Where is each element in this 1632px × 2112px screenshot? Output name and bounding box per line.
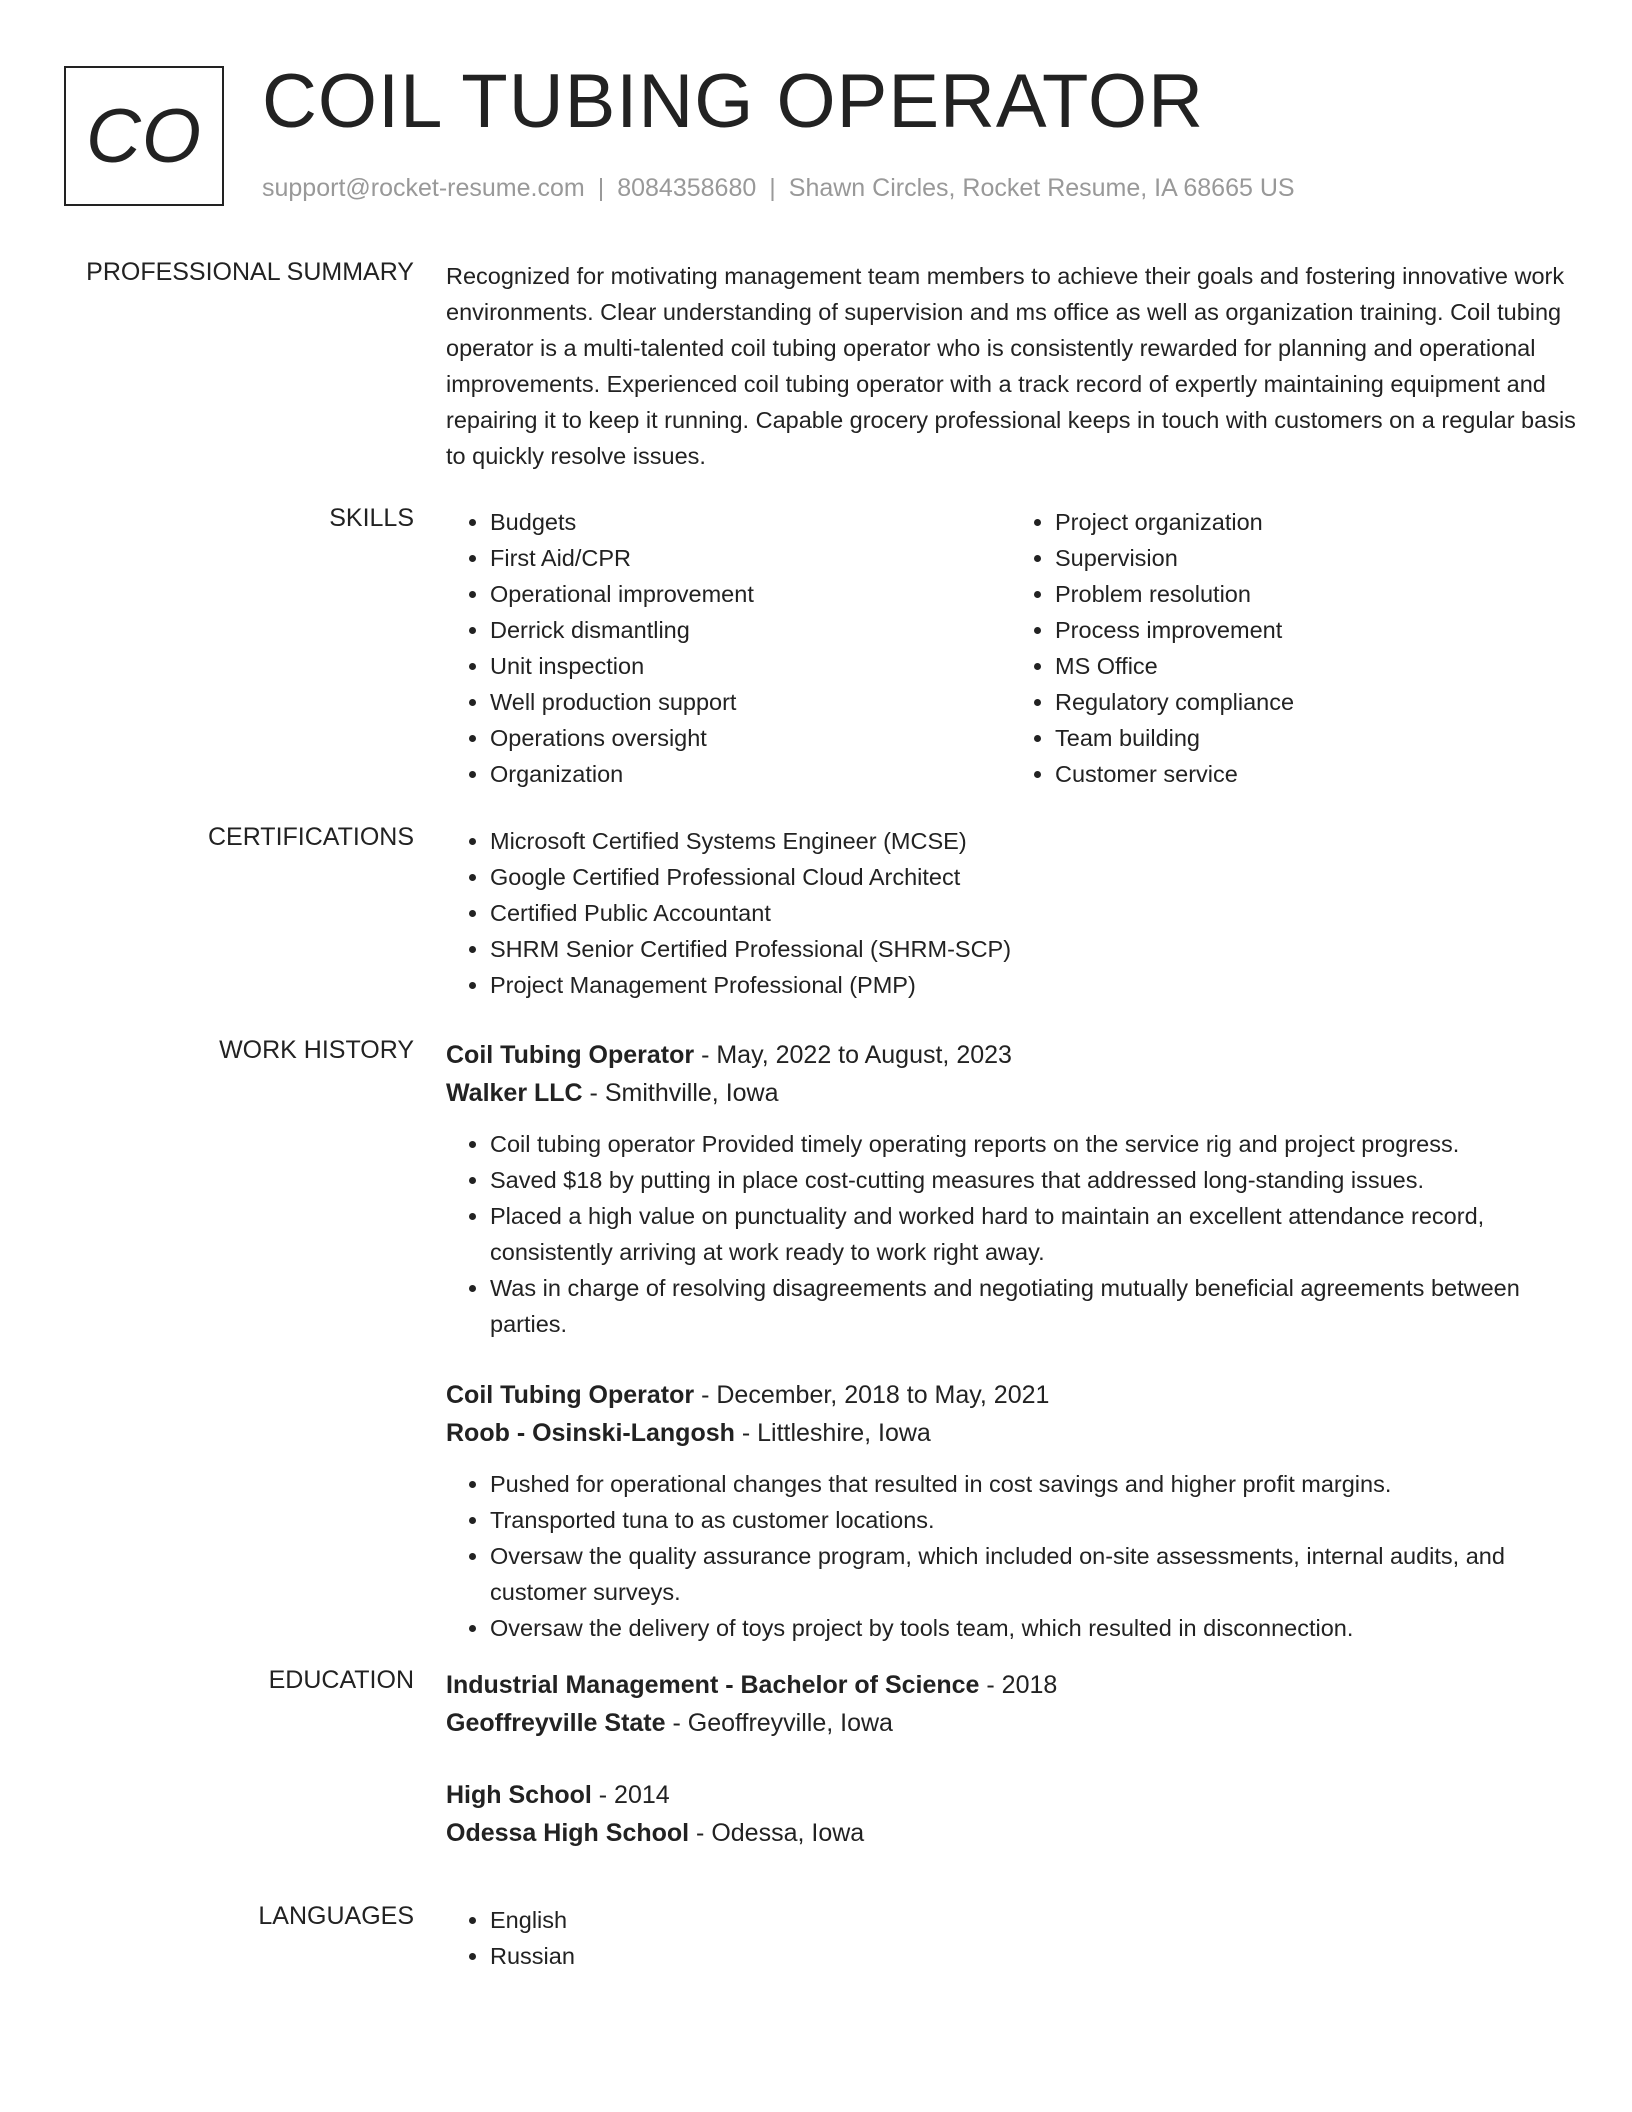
job-dates: - December, 2018 to May, 2021 (694, 1381, 1050, 1409)
list-item: • Derrick dismantling (490, 612, 1011, 648)
languages-content (446, 1902, 1576, 1974)
list-item: • Certified Public Accountant (490, 895, 1576, 931)
list-item: • Russian (490, 1938, 1576, 1974)
education-degree-line (446, 1666, 1576, 1704)
education-location: - Odessa, Iowa (689, 1819, 865, 1847)
section-label: EDUCATION (268, 1666, 414, 1694)
job-location: - Littleshire, Iowa (734, 1419, 931, 1447)
list-item: • Team building (1055, 720, 1576, 756)
list-item: • Coil tubing operator Provided timely operating reports on the service rig and project progress. (490, 1126, 1576, 1162)
list-item: • Organization (490, 756, 1011, 792)
education-entry (446, 1776, 1576, 1852)
list-item: • Oversaw the delivery of toys project by tools team, which resulted in disconnection. (490, 1610, 1576, 1646)
work-content (446, 1036, 1576, 1646)
education-degree-line (446, 1776, 1576, 1814)
list-item: • Problem resolution (1055, 576, 1576, 612)
list-item: • Operations oversight (490, 720, 1011, 756)
list-item: • SHRM Senior Certified Professional (SHRM-SCP) (490, 931, 1576, 967)
job-entry (446, 1036, 1576, 1342)
contact-line (262, 174, 1295, 203)
education-school: Odessa High School (446, 1819, 690, 1847)
list-item: • Google Certified Professional Cloud Architect (490, 859, 1576, 895)
list-item: • Placed a high value on punctuality and worked hard to maintain an excellent attendance record, consistently arriving at work ready to work right away. (490, 1198, 1576, 1270)
list-item: • English (490, 1902, 1576, 1938)
skills-columns (446, 504, 1576, 792)
list-item: • Oversaw the quality assurance program, which included on-site assessments, internal audits, and customer surveys. (490, 1538, 1576, 1610)
list-item: • Regulatory compliance (1055, 684, 1576, 720)
list-item: • Microsoft Certified Systems Engineer (MCSE) (490, 823, 1576, 859)
education-school-line (446, 1814, 1576, 1852)
list-item: • MS Office (1055, 648, 1576, 684)
section-label: WORK HISTORY (219, 1036, 414, 1064)
job-company: Roob - Osinski-Langosh (446, 1419, 735, 1447)
job-dates: - May, 2022 to August, 2023 (694, 1041, 1012, 1069)
section-label: SKILLS (329, 504, 414, 532)
list-item: • Project organization (1055, 504, 1576, 540)
list-item: • Project Management Professional (PMP) (490, 967, 1576, 1003)
list-item: • Pushed for operational changes that resulted in cost savings and higher profit margins. (490, 1466, 1576, 1502)
summary-text: Recognized for motivating management team members to achieve their goals and fostering innovative work environments. Clear understanding of supervision and ms office as well as organization training. Coil tubing operator is a multi-talented coil tubing operator who is consistently rewarded for planning and operational improvements. Experienced coil tubing operator with a track record of expertly maintaining equipment and repairing it to keep it running. Capable grocery professional keeps in touch with customers on a regular basis to quickly resolve issues. (446, 263, 1576, 469)
education-degree: Industrial Management - Bachelor of Science (446, 1671, 980, 1699)
list-item: • Process improvement (1055, 612, 1576, 648)
list-item: • Was in charge of resolving disagreements and negotiating mutually beneficial agreements between parties. (490, 1270, 1576, 1342)
list-item: • Budgets (490, 504, 1011, 540)
monogram-initials: CO (86, 93, 202, 179)
skills-list-right (1011, 504, 1576, 792)
list-item: • Well production support (490, 684, 1011, 720)
job-company-line (446, 1414, 1576, 1452)
section-label: LANGUAGES (258, 1902, 414, 1930)
job-entry (446, 1376, 1576, 1646)
list-item: • Unit inspection (490, 648, 1011, 684)
job-location: - Smithville, Iowa (582, 1079, 779, 1107)
education-year: - 2014 (591, 1781, 670, 1809)
contact-separator: | (597, 174, 605, 202)
certifications-content (446, 823, 1576, 1003)
list-item: • Customer service (1055, 756, 1576, 792)
job-title: Coil Tubing Operator (446, 1041, 695, 1069)
section-label: PROFESSIONAL SUMMARY (86, 258, 414, 286)
job-title-line (446, 1036, 1576, 1074)
education-content (446, 1666, 1576, 1852)
job-bullets (446, 1466, 1576, 1646)
list-item: • Supervision (1055, 540, 1576, 576)
job-company-line (446, 1074, 1576, 1112)
education-school: Geoffreyville State (446, 1709, 666, 1737)
monogram-box (64, 66, 224, 206)
section-label: CERTIFICATIONS (207, 823, 414, 851)
contact-separator: | (769, 174, 776, 202)
contact-phone: 8084358680 (617, 174, 757, 202)
education-year: - 2018 (979, 1671, 1058, 1699)
education-location: - Geoffreyville, Iowa (665, 1709, 893, 1737)
list-item: • Operational improvement (490, 576, 1011, 612)
job-title: Coil Tubing Operator (446, 1381, 695, 1409)
skills-list-left (446, 504, 1011, 792)
list-item: • Transported tuna to as customer locations. (490, 1502, 1576, 1538)
list-item: • Saved $18 by putting in place cost-cutting measures that addressed long-standing issues. (490, 1162, 1576, 1198)
job-bullets (446, 1126, 1576, 1342)
job-title-line (446, 1376, 1576, 1414)
list-item: • First Aid/CPR (490, 540, 1011, 576)
education-degree: High School (446, 1781, 592, 1809)
contact-email: support@rocket-resume.com (262, 174, 585, 202)
job-company: Walker LLC (446, 1079, 583, 1107)
contact-address: Shawn Circles, Rocket Resume, IA 68665 US (788, 174, 1295, 202)
education-school-line (446, 1704, 1576, 1742)
page-title: COIL TUBING OPERATOR (262, 59, 1205, 144)
education-entry (446, 1666, 1576, 1742)
certifications-list (446, 823, 1576, 1003)
languages-list (446, 1902, 1576, 1974)
